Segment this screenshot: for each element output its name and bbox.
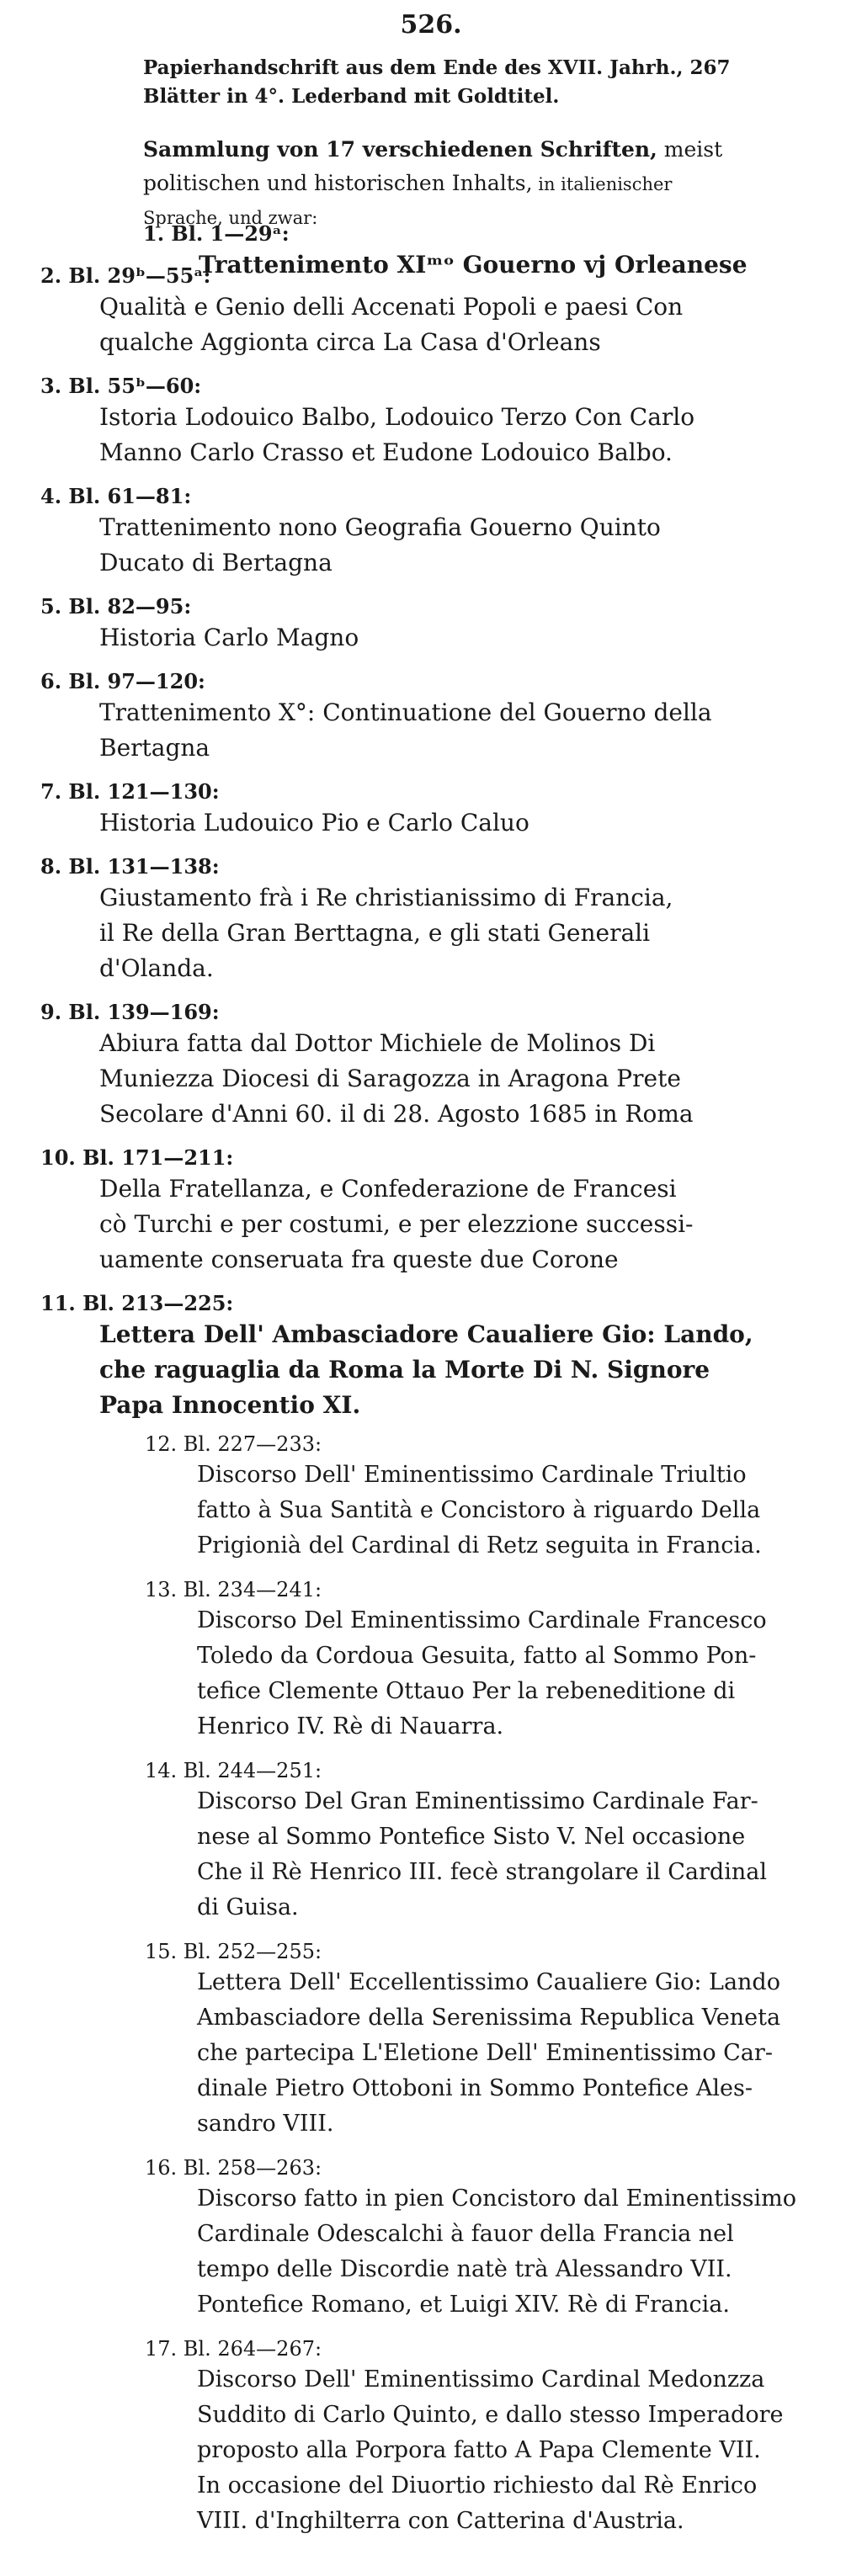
entry-17-title-line: proposto alla Porpora fatto A Papa Clemente VII.: [197, 2437, 761, 2463]
entry-4-title-line: Trattenimento nono Geografia Gouerno Quinto: [99, 513, 661, 541]
entry-10-title-line: Della Fratellanza, e Confederazione de Francesi: [99, 1175, 677, 1203]
collection-line-2: politischen und historischen Inhalts,: [143, 171, 533, 195]
entry-5: [40, 593, 753, 656]
entry-10-title-line: uamente conseruata fra queste due Corone: [99, 1246, 619, 1273]
entry-16: [145, 2154, 796, 2323]
entry-8-title-line: d'Olanda.: [99, 954, 214, 982]
entry-13: [145, 1576, 796, 1745]
entry-14-title-line: Che il Rè Henrico III. fecè strangolare il Cardinal: [197, 1859, 767, 1885]
entry-11-title-line: Lettera Dell' Ambasciadore Caualiere Gio: Lando,: [99, 1320, 753, 1348]
entries-group-b: [145, 1431, 796, 2552]
entry-13-title-line: tefice Clemente Ottauo Per la rebeneditione di: [197, 1678, 736, 1704]
entry-7-title-line: Historia Ludouico Pio e Carlo Caluo: [99, 809, 529, 837]
entry-3-folio-ref: 3. Bl. 55ᵇ—60:: [40, 374, 202, 398]
entry-16-title-line: Cardinale Odescalchi à fauor della Francia nel: [197, 2221, 734, 2247]
entry-12-title-line: fatto à Sua Santità e Concistoro à riguardo Della: [197, 1497, 761, 1523]
entry-1-folio-ref: 1. Bl. 1—29ᵃ:: [143, 221, 290, 246]
entry-14: [145, 1757, 796, 1925]
collection-line-1-rest: meist: [657, 137, 723, 162]
entry-17: [145, 2335, 796, 2539]
entry-16-folio-ref: 16. Bl. 258—263:: [145, 2156, 322, 2180]
entry-9-title-line: Muniezza Diocesi di Saragozza in Aragona Prete: [99, 1065, 681, 1092]
entry-9-title-line: Secolare d'Anni 60. il di 28. Agosto 1685 in Roma: [99, 1100, 694, 1128]
entry-2-folio-ref: 2. Bl. 29ᵇ—55ᵃ:: [40, 263, 211, 288]
entry-12-title-line: Prigionià del Cardinal di Retz seguita in Francia.: [197, 1532, 762, 1559]
entry-17-title-line: Suddito di Carlo Quinto, e dallo stesso Imperadore: [197, 2402, 784, 2428]
entry-6-title-line: Trattenimento X°: Continuatione del Gouerno della: [99, 698, 712, 726]
entry-14-folio-ref: 14. Bl. 244—251:: [145, 1759, 322, 1782]
entry-8-title-line: il Re della Gran Berttagna, e gli stati Generali: [99, 919, 651, 947]
entry-10: [40, 1145, 753, 1277]
entry-16-title-line: Discorso fatto in pien Concistoro dal Eminentissimo: [197, 2186, 796, 2212]
entry-8-folio-ref: 8. Bl. 131—138:: [40, 854, 220, 879]
entry-9-folio-ref: 9. Bl. 139—169:: [40, 1000, 220, 1024]
entry-15-folio-ref: 15. Bl. 252—255:: [145, 1940, 322, 1963]
entry-3-title-line: Manno Carlo Crasso et Eudone Lodouico Balbo.: [99, 438, 673, 466]
entry-5-folio-ref: 5. Bl. 82—95:: [40, 594, 192, 619]
entry-13-title-line: Discorso Del Eminentissimo Cardinale Francesco: [197, 1607, 767, 1633]
entry-8-title-line: Giustamento frà i Re christianissimo di Francia,: [99, 884, 673, 911]
entry-10-title-line: cò Turchi e per costumi, e per elezzione successi-: [99, 1210, 694, 1238]
header-line-1: Papierhandschrift aus dem Ende des XVII. Jahrh., 267: [143, 56, 731, 79]
entry-4-folio-ref: 4. Bl. 61—81:: [40, 484, 192, 508]
entry-3-title-line: Istoria Lodouico Balbo, Lodouico Terzo Con Carlo: [99, 403, 695, 431]
entry-11-title-line: Papa Innocentio XI.: [99, 1391, 361, 1419]
entry-11-title-line: che raguaglia da Roma la Morte Di N. Signore: [99, 1356, 710, 1384]
entry-15-title-line: dinale Pietro Ottoboni in Sommo Pontefice Ales-: [197, 2075, 753, 2101]
entry-15-title-line: Ambasciadore della Serenissima Republica Veneta: [197, 2005, 781, 2031]
entry-14-title-line: nese al Sommo Pontefice Sisto V. Nel occasione: [197, 1824, 746, 1850]
entry-17-title-line: Discorso Dell' Eminentissimo Cardinal Medonzza: [197, 2366, 765, 2393]
entry-7-folio-ref: 7. Bl. 121—130:: [40, 779, 220, 804]
entry-7: [40, 778, 753, 841]
entry-12-title-line: Discorso Dell' Eminentissimo Cardinale Triultio: [197, 1462, 747, 1488]
entry-15-title-line: sandro VIII.: [197, 2111, 334, 2137]
entry-13-title-line: Henrico IV. Rè di Nauarra.: [197, 1713, 504, 1739]
collection-title: Sammlung von 17 verschiedenen Schriften,: [143, 137, 657, 162]
entry-2-title-line: qualche Aggionta circa La Casa d'Orleans: [99, 328, 601, 356]
entry-15: [145, 1938, 796, 2142]
entry-6-title-line: Bertagna: [99, 734, 210, 762]
entries-group-a: [40, 263, 753, 1436]
entry-11: [40, 1290, 753, 1423]
manuscript-description: [143, 54, 817, 235]
collection-line-2-small: in italienischer: [532, 174, 673, 194]
entry-11-folio-ref: 11. Bl. 213—225:: [40, 1291, 234, 1315]
entry-8: [40, 853, 753, 986]
entry-16-title-line: Pontefice Romano, et Luigi XIV. Rè di Francia.: [197, 2292, 730, 2318]
collection-line-3: Sprache, und zwar:: [143, 208, 318, 228]
entry-14-title-line: di Guisa.: [197, 1894, 299, 1920]
entry-15-title-line: Lettera Dell' Eccellentissimo Caualiere Gio: Lando: [197, 1969, 780, 1995]
entry-12-folio-ref: 12. Bl. 227—233:: [145, 1432, 322, 1456]
entry-12: [145, 1431, 796, 1564]
entry-9: [40, 999, 753, 1132]
collection-summary: [143, 133, 817, 235]
entry-2: [40, 263, 753, 360]
entry-17-folio-ref: 17. Bl. 264—267:: [145, 2337, 322, 2361]
entry-5-title-line: Historia Carlo Magno: [99, 624, 359, 651]
entry-1-title-line: Trattenimento XIᵐᵒ Gouerno vj Orleanese: [199, 251, 748, 279]
entry-17-title-line: In occasione del Diuortio richiesto dal Rè Enrico: [197, 2472, 758, 2499]
entry-4: [40, 483, 753, 581]
entry-14-title-line: Discorso Del Gran Eminentissimo Cardinale Far-: [197, 1788, 758, 1814]
entry-17-title-line: VIII. d'Inghilterra con Catterina d'Austria.: [197, 2508, 684, 2534]
entry-3: [40, 373, 753, 470]
entry-2-title-line: Qualità e Genio delli Accenati Popoli e paesi Con: [99, 293, 684, 321]
page-number: 526.: [400, 10, 462, 40]
entry-10-folio-ref: 10. Bl. 171—211:: [40, 1145, 234, 1170]
entry-16-title-line: tempo delle Discordie natè trà Alessandro VII.: [197, 2256, 732, 2282]
entry-6-folio-ref: 6. Bl. 97—120:: [40, 669, 205, 693]
entry-13-folio-ref: 13. Bl. 234—241:: [145, 1578, 322, 1601]
header-line-2: Blätter in 4°. Lederband mit Goldtitel.: [143, 85, 560, 108]
entry-15-title-line: che partecipa L'Eletione Dell' Eminentissimo Car-: [197, 2040, 773, 2066]
entry-9-title-line: Abiura fatta dal Dottor Michiele de Molinos Di: [99, 1029, 656, 1057]
entry-13-title-line: Toledo da Cordoua Gesuita, fatto al Sommo Pon-: [197, 1643, 757, 1669]
entry-4-title-line: Ducato di Bertagna: [99, 549, 333, 576]
entry-6: [40, 668, 753, 766]
